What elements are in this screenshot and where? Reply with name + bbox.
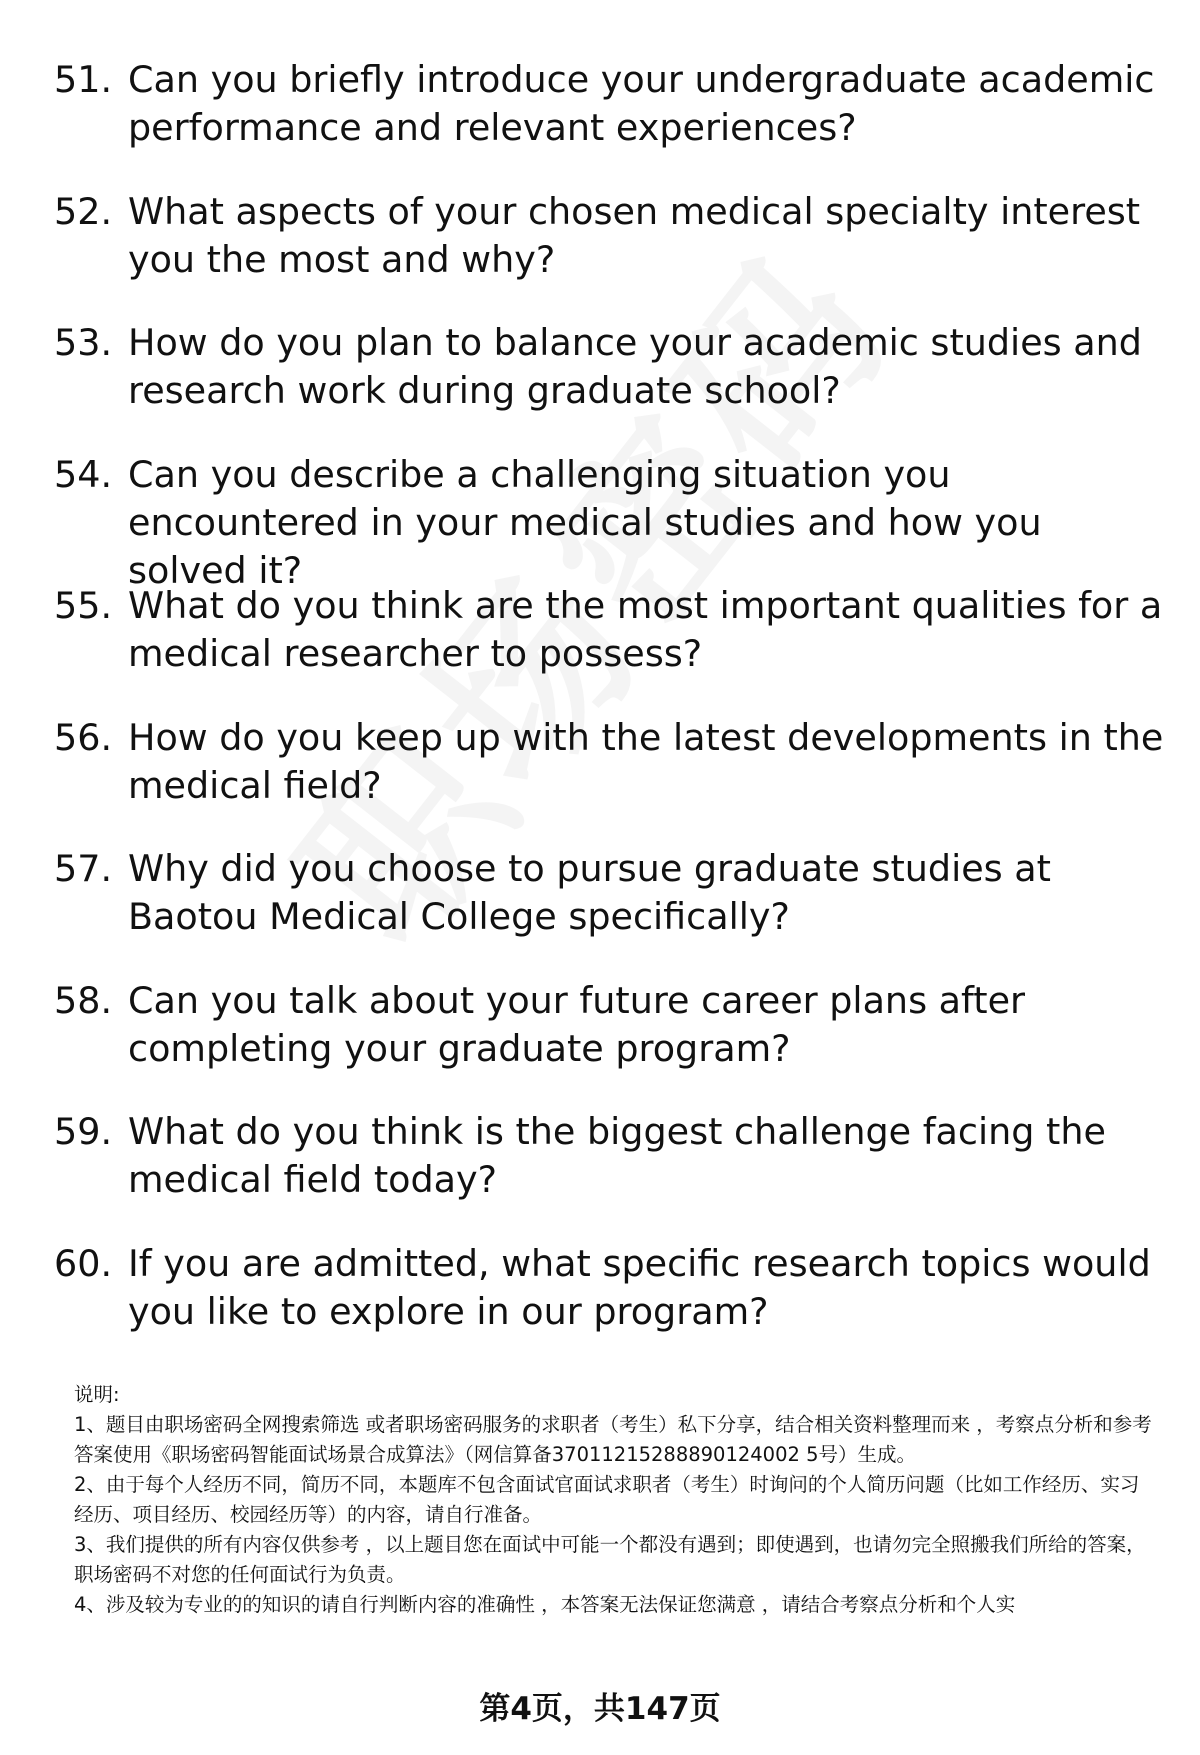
question-text: Can you describe a challenging situation you encountered in your medical studies and how you solved it?	[128, 452, 1042, 592]
question-item	[54, 845, 1164, 977]
question-number: 58.	[54, 978, 113, 1022]
question-item	[54, 1240, 1164, 1372]
note-item: 4、涉及较为专业的的知识的请自行判断内容的准确性 ，本答案无法保证您满意 ，请结合考察点分析和个人实	[74, 1593, 1016, 1616]
question-item	[54, 977, 1164, 1109]
question-text: What do you think are the most important qualities for a medical researcher to possess?	[128, 584, 1163, 675]
question-text: How do you plan to balance your academic studies and research work during graduate school?	[128, 321, 1142, 412]
question-item	[54, 319, 1164, 451]
question-number: 59.	[54, 1110, 113, 1153]
question-number: 55.	[54, 584, 113, 627]
question-text: If you are admitted, what specific research topics would you like to explore in our program?	[128, 1241, 1151, 1333]
question-number: 60.	[54, 1241, 113, 1285]
question-number: 54.	[54, 452, 113, 496]
question-list	[54, 56, 1164, 1371]
question-item	[54, 451, 1164, 592]
question-text: Can you briefly introduce your undergraduate academic performance and relevant experiences?	[128, 58, 1155, 149]
question-number: 57.	[54, 847, 113, 890]
question-text: How do you keep up with the latest developments in the medical field?	[128, 715, 1164, 807]
question-text: Can you talk about your future career plans after completing your graduate program?	[128, 978, 1026, 1070]
question-number: 53.	[54, 321, 113, 364]
notes-section	[74, 1380, 1154, 1620]
question-text: Why did you choose to pursue graduate studies at Baotou Medical College specifically?	[128, 847, 1051, 938]
question-number: 52.	[54, 189, 113, 233]
question-number: 56.	[54, 715, 113, 759]
question-item	[54, 714, 1164, 846]
question-item	[54, 56, 1164, 188]
note-item: 3、我们提供的所有内容仅供参考 ，以上题目您在面试中可能一个都没有遇到；即使遇到，也请勿完全照搬我们所给的答案，职场密码不对您的任何面试行为负责。	[74, 1533, 1146, 1586]
note-item: 1、题目由职场密码全网搜索筛选 或者职场密码服务的求职者（考生）私下分享，结合相关资料整理而来 ，考察点分析和参考答案使用《职场密码智能面试场景合成算法》（网信算备37011215288890124002 5号）生成。	[74, 1413, 1152, 1466]
notes-heading: 说明:	[74, 1383, 120, 1406]
note-item: 2、由于每个人经历不同，简历不同，本题库不包含面试官面试求职者（考生）时询问的个人简历问题（比如工作经历、实习经历、项目经历、校园经历等）的内容，请自行准备。	[74, 1473, 1140, 1526]
question-text: What aspects of your chosen medical specialty interest you the most and why?	[128, 189, 1141, 281]
question-number: 51.	[54, 58, 113, 101]
question-text: What do you think is the biggest challenge facing the medical field today?	[128, 1110, 1106, 1201]
question-item	[54, 1108, 1164, 1240]
question-item	[54, 188, 1164, 320]
question-item	[54, 582, 1164, 714]
page-number: 第4页，共147页	[479, 1691, 721, 1727]
